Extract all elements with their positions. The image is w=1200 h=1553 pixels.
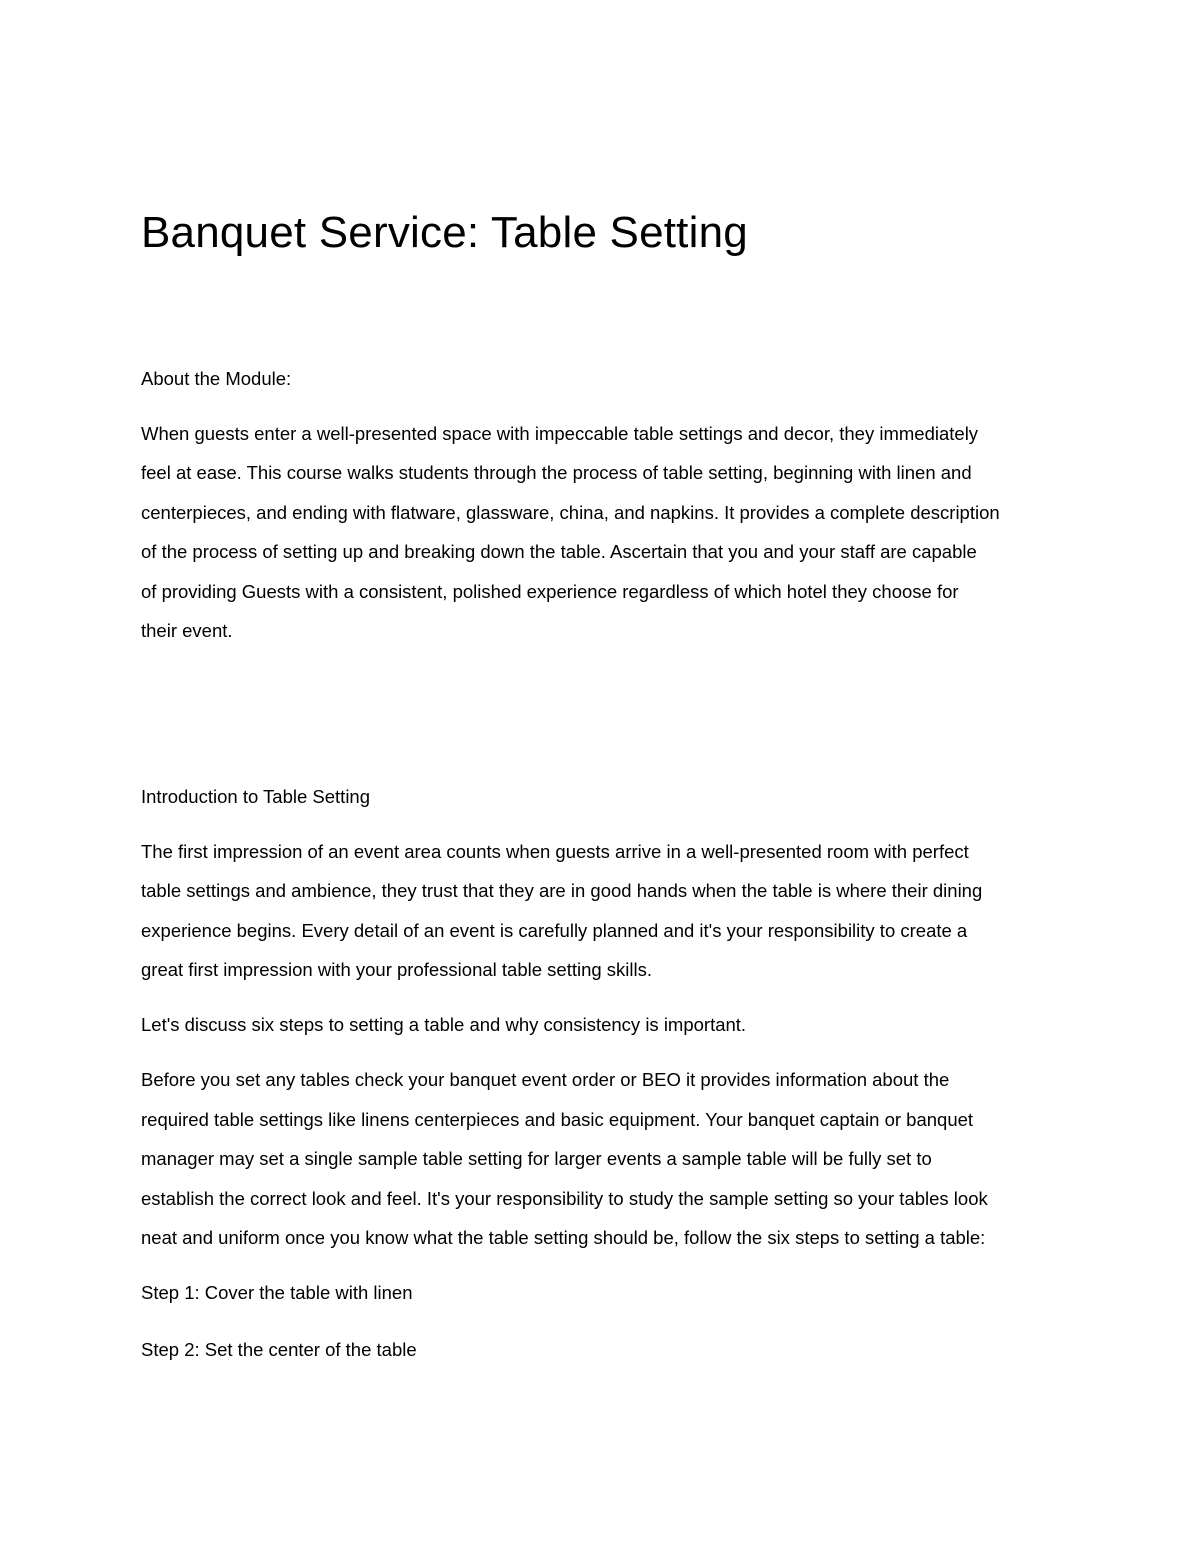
about-line: centerpieces, and ending with flatware, glassware, china, and napkins. It provides a complete description: [141, 502, 1000, 523]
about-line: of the process of setting up and breaking down the table. Ascertain that you and your staff are capable: [141, 541, 977, 562]
intro-line: table settings and ambience, they trust that they are in good hands when the table is where their dining: [141, 880, 983, 901]
beo-line: establish the correct look and feel. It's your responsibility to study the sample setting so your tables look: [141, 1188, 988, 1209]
about-line: of providing Guests with a consistent, polished experience regardless of which hotel they choose for: [141, 581, 959, 602]
document-title: Banquet Service: Table Setting: [141, 208, 748, 257]
about-heading: About the Module:: [141, 368, 292, 389]
about-line: When guests enter a well-presented space with impeccable table settings and decor, they immediately: [141, 423, 979, 444]
about-line: their event.: [141, 620, 233, 641]
step-item: Step 1: Cover the table with linen: [141, 1282, 413, 1303]
intro-heading: Introduction to Table Setting: [141, 786, 371, 807]
beo-line: neat and uniform once you know what the table setting should be, follow the six steps to setting a table:: [141, 1227, 986, 1248]
intro-line: experience begins. Every detail of an event is carefully planned and it's your responsibility to create a: [141, 920, 968, 941]
intro-line: great first impression with your professional table setting skills.: [141, 959, 653, 980]
beo-line: manager may set a single sample table setting for larger events a sample table will be fully set to: [141, 1148, 932, 1169]
step-item: Step 2: Set the center of the table: [141, 1339, 417, 1360]
discuss-line: Let's discuss six steps to setting a table and why consistency is important.: [141, 1014, 747, 1035]
about-line: feel at ease. This course walks students through the process of table setting, beginning with linen and: [141, 462, 972, 483]
beo-line: required table settings like linens centerpieces and basic equipment. Your banquet captain or banquet: [141, 1109, 974, 1130]
intro-line: The first impression of an event area counts when guests arrive in a well-presented room with perfect: [141, 841, 969, 862]
beo-line: Before you set any tables check your banquet event order or BEO it provides information about the: [141, 1069, 950, 1090]
